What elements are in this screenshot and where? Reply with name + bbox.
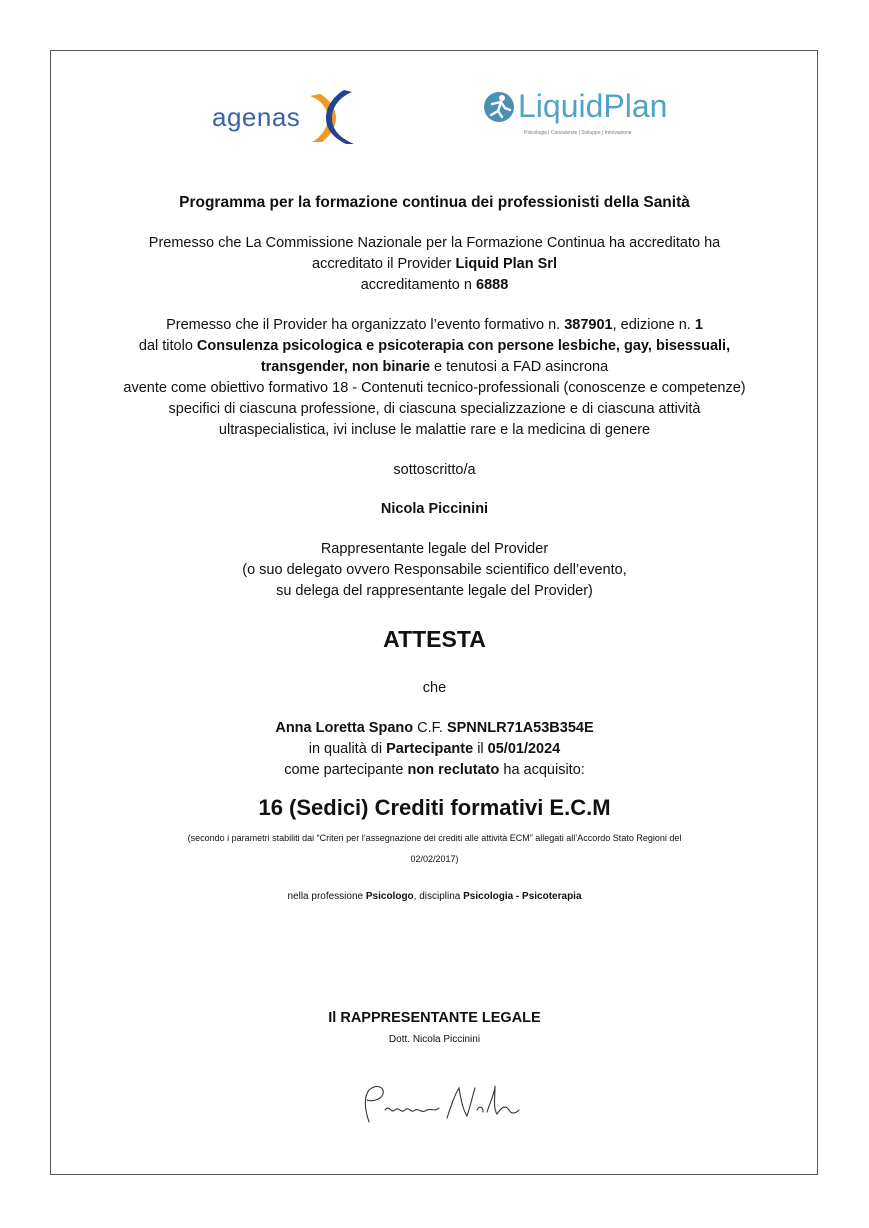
criteria-line-2: 02/02/2017) [410, 854, 459, 864]
agenas-logo [212, 88, 362, 148]
signatory-name: Nicola Piccinini [380, 501, 489, 517]
legal-name: Dott. Nicola Piccinini [388, 1034, 481, 1045]
profession-name: Psicologo [365, 891, 414, 902]
che-text: che [422, 680, 447, 696]
participant-line-2: in qualità di Partecipante il 05/01/2024 [308, 741, 561, 757]
event-line-2: dal titolo Consulenza psicologica e psicoterapia con persone lesbiche, gay, bisessuali, [138, 338, 731, 354]
event-title-cont: transgender, non binarie [260, 359, 431, 375]
profession-line: nella professione Psicologo, disciplina Psicologia - Psicoterapia [287, 891, 582, 902]
agenas-wordmark: agenas [212, 102, 301, 132]
provider-name: Liquid Plan Srl [455, 256, 557, 272]
event-title: Consulenza psicologica e psicoterapia con persone lesbiche, gay, bisessuali, [196, 338, 731, 354]
criteria-line-1: (secondo i parametri stabiliti dai “Criteri per l’assegnazione dei crediti alle attività ECM” allegati all’Accordo Stato Regioni del [187, 833, 682, 843]
participant-date: 05/01/2024 [487, 741, 561, 757]
participant-status: non reclutato [407, 762, 500, 778]
edition-number: 1 [694, 317, 703, 333]
intro-line-1: Premesso che La Commissione Nazionale per la Formazione Continua ha accreditato ha [148, 235, 721, 251]
handwritten-signature [355, 1080, 525, 1130]
role-line-1: Rappresentante legale del Provider [320, 541, 549, 557]
participant-line-1: Anna Loretta Spano C.F. SPNNLR71A53B354E [275, 720, 594, 736]
liquidplan-logo [482, 86, 702, 146]
liquidplan-wordmark: LiquidPlan [518, 88, 668, 124]
certificate-border [50, 50, 818, 1175]
liquidplan-tagline: Psicologia | Consulenze | Sviluppo | Innovazione [524, 130, 632, 136]
signatory-label: sottoscritto/a [393, 462, 476, 478]
participant-cf: SPNNLR71A53B354E [446, 720, 594, 736]
objective-line-3: ultraspecialistica, ivi incluse le malattie rare e la medicina di genere [218, 422, 651, 438]
intro-line-2: accreditato il Provider Liquid Plan Srl [312, 256, 557, 272]
event-line-1: Premesso che il Provider ha organizzato l’evento formativo n. 387901, edizione n. 1 [166, 317, 703, 333]
legal-heading: Il RAPPRESENTANTE LEGALE [328, 1010, 541, 1026]
event-number: 387901 [564, 317, 613, 333]
liquidplan-runner-icon [482, 90, 516, 124]
participant-name: Anna Loretta Spano [275, 720, 414, 736]
objective-line-1: avente come obiettivo formativo 18 - Contenuti tecnico-professionali (conoscenze e competenze) [123, 380, 746, 396]
credits-heading: 16 (Sedici) Crediti formativi E.C.M [258, 795, 611, 820]
intro-line-3: accreditamento n 6888 [360, 277, 509, 293]
objective-line-2: specifici di ciascuna professione, di ciascuna specializzazione e di ciascuna attività [168, 401, 701, 417]
discipline-name: Psicologia - Psicoterapia [463, 891, 582, 902]
role-line-2: (o suo delegato ovvero Responsabile scientifico dell’evento, [242, 562, 627, 578]
event-line-3: transgender, non binarie e tenutosi a FAD asincrona [260, 359, 609, 375]
accreditation-number: 6888 [476, 277, 509, 293]
role-line-3: su delega del rappresentante legale del Provider) [276, 583, 593, 599]
participant-quality: Partecipante [386, 741, 474, 757]
program-title: Programma per la formazione continua dei professionisti della Sanità [179, 194, 690, 211]
agenas-x-icon [308, 88, 358, 146]
attesta-heading: ATTESTA [383, 626, 486, 652]
participant-line-3: come partecipante non reclutato ha acquisito: [284, 762, 585, 778]
